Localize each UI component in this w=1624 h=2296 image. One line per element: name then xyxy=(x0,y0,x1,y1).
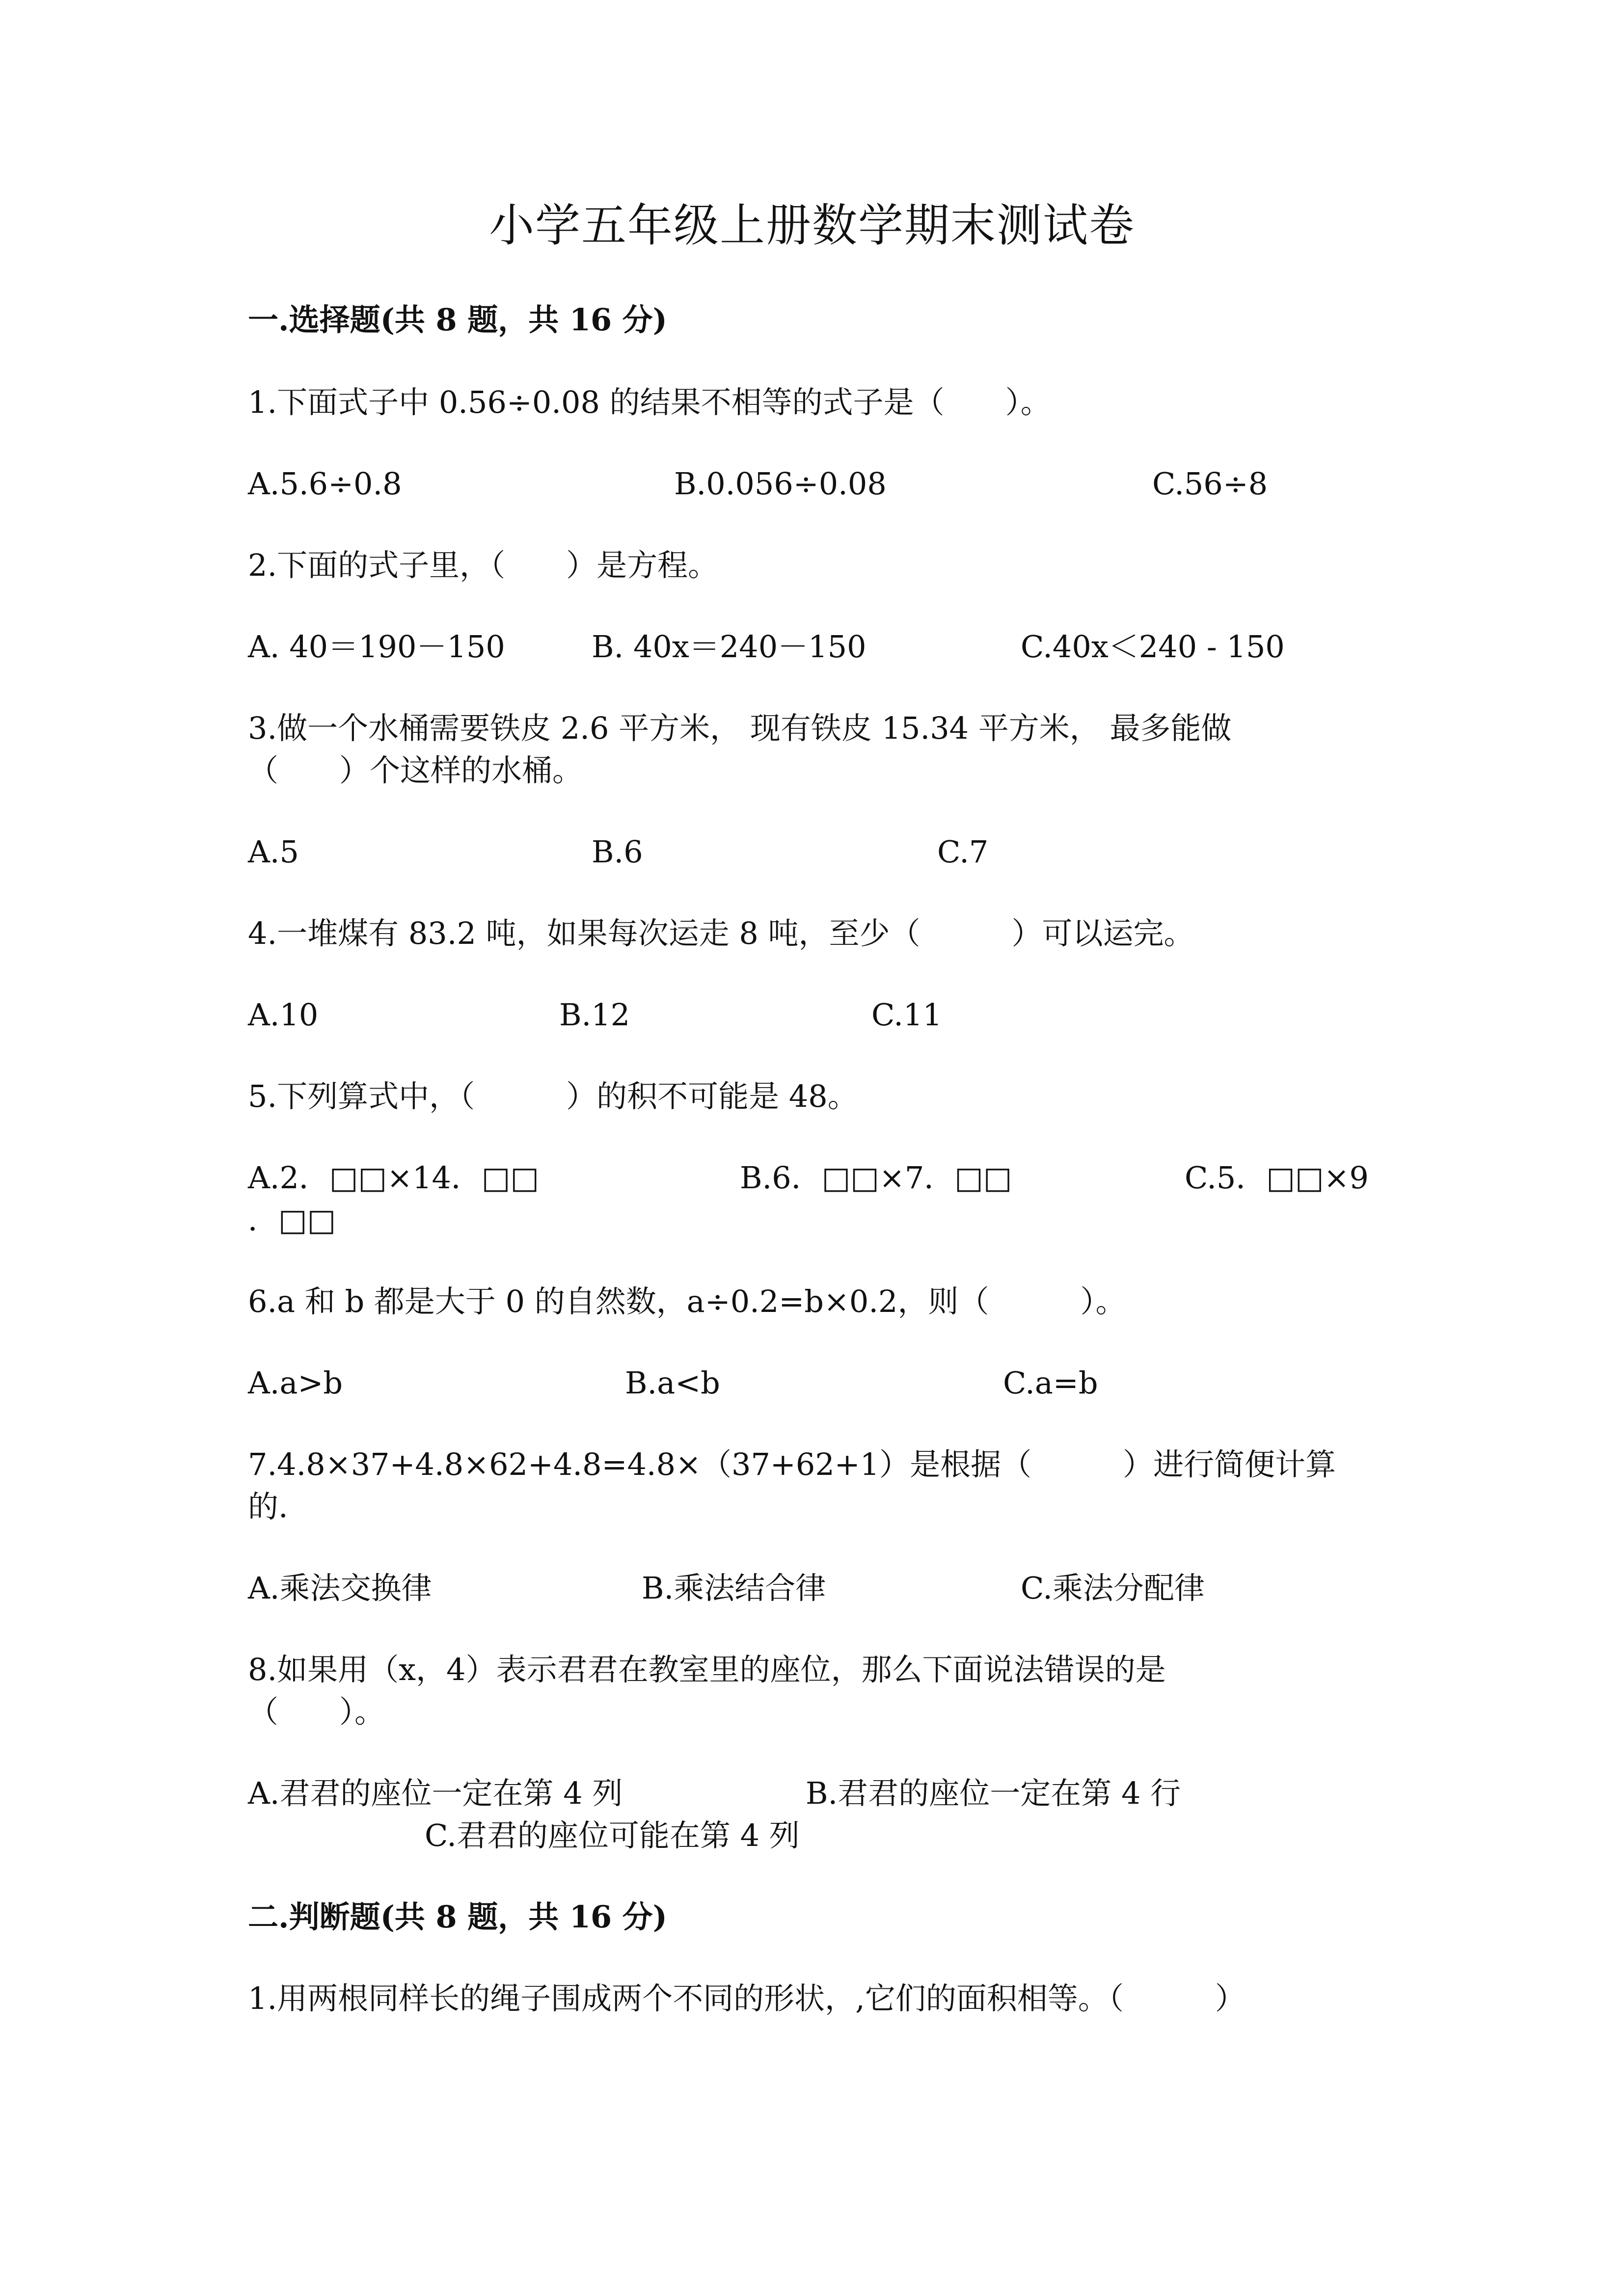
question-2-option-b: B. 40x＝240－150 xyxy=(592,629,866,665)
question-2-option-c: C.40x＜240 - 150 xyxy=(1021,629,1285,665)
question-3-option-a: A.5 xyxy=(248,834,299,870)
judgement-question-1-text: 1.用两根同样长的绳子围成两个不同的形状，,它们的面积相等。（ ） xyxy=(248,1980,1245,2016)
question-3-option-c: C.7 xyxy=(937,834,989,870)
question-7-option-c: C.乘法分配律 xyxy=(1021,1570,1205,1606)
question-4-option-b: B.12 xyxy=(559,997,630,1033)
question-2-text: 2.下面的式子里，（ ）是方程。 xyxy=(248,547,719,583)
question-5-option-a: A.2．□□×14．□□ xyxy=(248,1160,540,1196)
question-1-option-c: C.56÷8 xyxy=(1152,466,1268,502)
question-8-text-line-2: （ ）。 xyxy=(248,1694,385,1730)
question-8-text-line-1: 8.如果用（x，4）表示君君在教室里的座位，那么下面说法错误的是 xyxy=(248,1652,1166,1687)
question-7-option-a: A.乘法交换律 xyxy=(248,1570,432,1606)
question-8-option-a: A.君君的座位一定在第 4 列 xyxy=(248,1775,623,1811)
question-5-option-b: B.6．□□×7．□□ xyxy=(740,1160,1012,1196)
question-6-option-b: B.a<b xyxy=(625,1365,720,1401)
question-5-text: 5.下列算式中，（ ）的积不可能是 48。 xyxy=(248,1078,858,1114)
question-6-text: 6.a 和 b 都是大于 0 的自然数，a÷0.2=b×0.2，则（ ）。 xyxy=(248,1283,1126,1319)
question-8-option-c: C.君君的座位可能在第 4 列 xyxy=(425,1817,800,1853)
question-6-option-c: C.a=b xyxy=(1003,1365,1098,1401)
question-1-option-a: A.5.6÷0.8 xyxy=(248,466,402,502)
section-heading-choice: 一.选择题(共 8 题，共 16 分) xyxy=(248,302,668,338)
question-3-text-line-1: 3.做一个水桶需要铁皮 2.6 平方米， 现有铁皮 15.34 平方米， 最多能做 xyxy=(248,710,1232,746)
question-5-option-c-continued: ．□□ xyxy=(248,1202,336,1238)
question-5-option-c: C.5．□□×9 xyxy=(1185,1160,1369,1196)
question-2-option-a: A. 40＝190－150 xyxy=(248,629,505,665)
question-4-option-c: C.11 xyxy=(871,997,942,1033)
question-7-text-line-1: 7.4.8×37+4.8×62+4.8=4.8×（37+62+1）是根据（ ）进行简便计算 xyxy=(248,1446,1336,1482)
section-heading-judgement: 二.判断题(共 8 题，共 16 分) xyxy=(248,1899,668,1935)
question-1-text: 1.下面式子中 0.56÷0.08 的结果不相等的式子是（ ）。 xyxy=(248,384,1051,420)
question-7-option-b: B.乘法结合律 xyxy=(642,1570,826,1606)
question-8-option-b: B.君君的座位一定在第 4 行 xyxy=(806,1775,1181,1811)
page-title: 小学五年级上册数学期末测试卷 xyxy=(488,199,1135,252)
question-6-option-a: A.a>b xyxy=(248,1365,343,1401)
question-3-text-line-2: （ ）个这样的水桶。 xyxy=(248,752,583,788)
question-4-text: 4.一堆煤有 83.2 吨，如果每次运走 8 吨，至少（ ）可以运完。 xyxy=(248,915,1194,951)
question-3-option-b: B.6 xyxy=(592,834,643,870)
question-1-option-b: B.0.056÷0.08 xyxy=(674,466,887,502)
question-7-text-line-2: 的. xyxy=(248,1489,288,1524)
question-4-option-a: A.10 xyxy=(248,997,319,1033)
